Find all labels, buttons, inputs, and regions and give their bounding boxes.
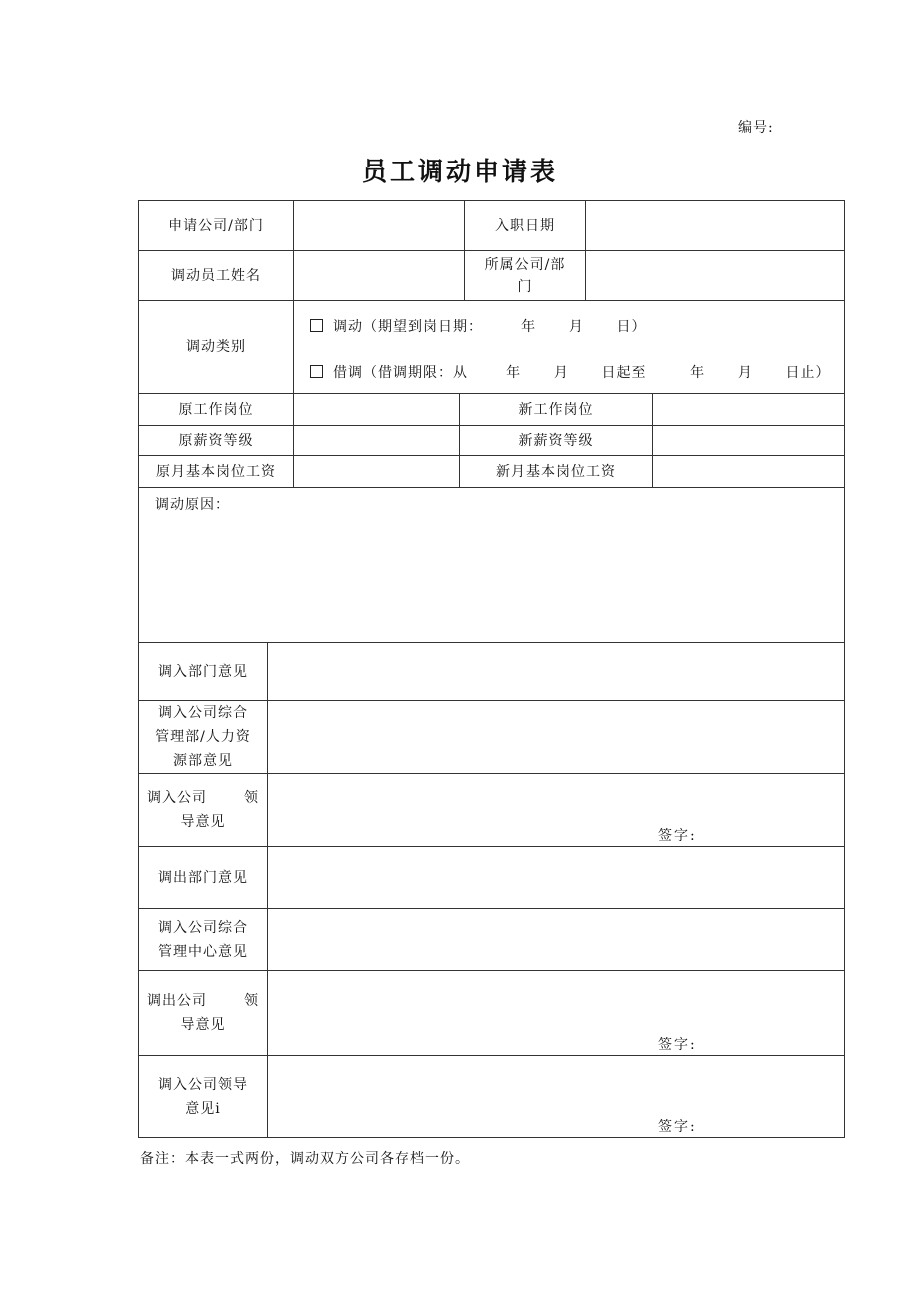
affiliated-company-label: 所属公司/部 门: [464, 250, 586, 301]
new-salary-grade-label: 新薪资等级: [459, 425, 653, 456]
new-salary-grade-field[interactable]: [652, 425, 845, 456]
orig-position-field[interactable]: [293, 393, 460, 426]
option-transfer[interactable]: 调动（期望到岗日期： 年 月 日）: [310, 316, 647, 336]
transfer-reason-label: 调动原因：: [155, 497, 230, 513]
apply-company-label: 申请公司/部门: [138, 200, 294, 251]
employee-name-label: 调动员工姓名: [138, 250, 294, 301]
affiliated-company-field[interactable]: [585, 250, 845, 301]
out-dept-opinion-label: 调出部门意见: [138, 846, 268, 909]
employee-name-field[interactable]: [293, 250, 465, 301]
out-leader-field[interactable]: [267, 970, 845, 1056]
transfer-type-label: 调动类别: [138, 300, 294, 394]
entry-date-field[interactable]: [585, 200, 845, 251]
in-admin-center-label: 调入公司综合 管理中心意见: [138, 908, 268, 971]
in-admin-center-field[interactable]: [267, 908, 845, 971]
new-position-field[interactable]: [652, 393, 845, 426]
in-admin-hr-field[interactable]: [267, 700, 845, 774]
out-dept-opinion-field[interactable]: [267, 846, 845, 909]
form-title: 员工调动申请表: [361, 157, 558, 186]
in-admin-hr-label: 调入公司综合 管理部/人力资 源部意见: [138, 700, 268, 774]
orig-base-salary-label: 原月基本岗位工资: [138, 455, 294, 488]
option-loan[interactable]: 借调（借调期限：从 年 月 日起至 年 月 日止）: [310, 362, 831, 382]
transfer-checkbox[interactable]: [310, 319, 323, 332]
in-company-leader-label: 调入公司领导 意见i: [138, 1055, 268, 1138]
footer-remark: 备注：本表一式两份，调动双方公司各存档一份。: [140, 1151, 470, 1167]
new-position-label: 新工作岗位: [459, 393, 653, 426]
transfer-reason-field[interactable]: [138, 487, 845, 643]
loan-checkbox[interactable]: [310, 365, 323, 378]
orig-position-label: 原工作岗位: [138, 393, 294, 426]
orig-salary-grade-label: 原薪资等级: [138, 425, 294, 456]
orig-salary-grade-field[interactable]: [293, 425, 460, 456]
out-leader-signature-label: 签字:: [658, 1037, 697, 1053]
in-leader-label: 调入公司 领 导意见: [138, 773, 268, 847]
orig-base-salary-field[interactable]: [293, 455, 460, 488]
in-dept-opinion-field[interactable]: [267, 642, 845, 701]
serial-number-label: 编号:: [738, 120, 774, 136]
in-leader-field[interactable]: [267, 773, 845, 847]
in-company-leader-signature-label: 签字:: [658, 1119, 697, 1135]
new-base-salary-field[interactable]: [652, 455, 845, 488]
in-company-leader-field[interactable]: [267, 1055, 845, 1138]
in-dept-opinion-label: 调入部门意见: [138, 642, 268, 701]
entry-date-label: 入职日期: [464, 200, 586, 251]
out-leader-label: 调出公司 领 导意见: [138, 970, 268, 1056]
new-base-salary-label: 新月基本岗位工资: [459, 455, 653, 488]
in-leader-signature-label: 签字:: [658, 828, 697, 844]
apply-company-field[interactable]: [293, 200, 465, 251]
